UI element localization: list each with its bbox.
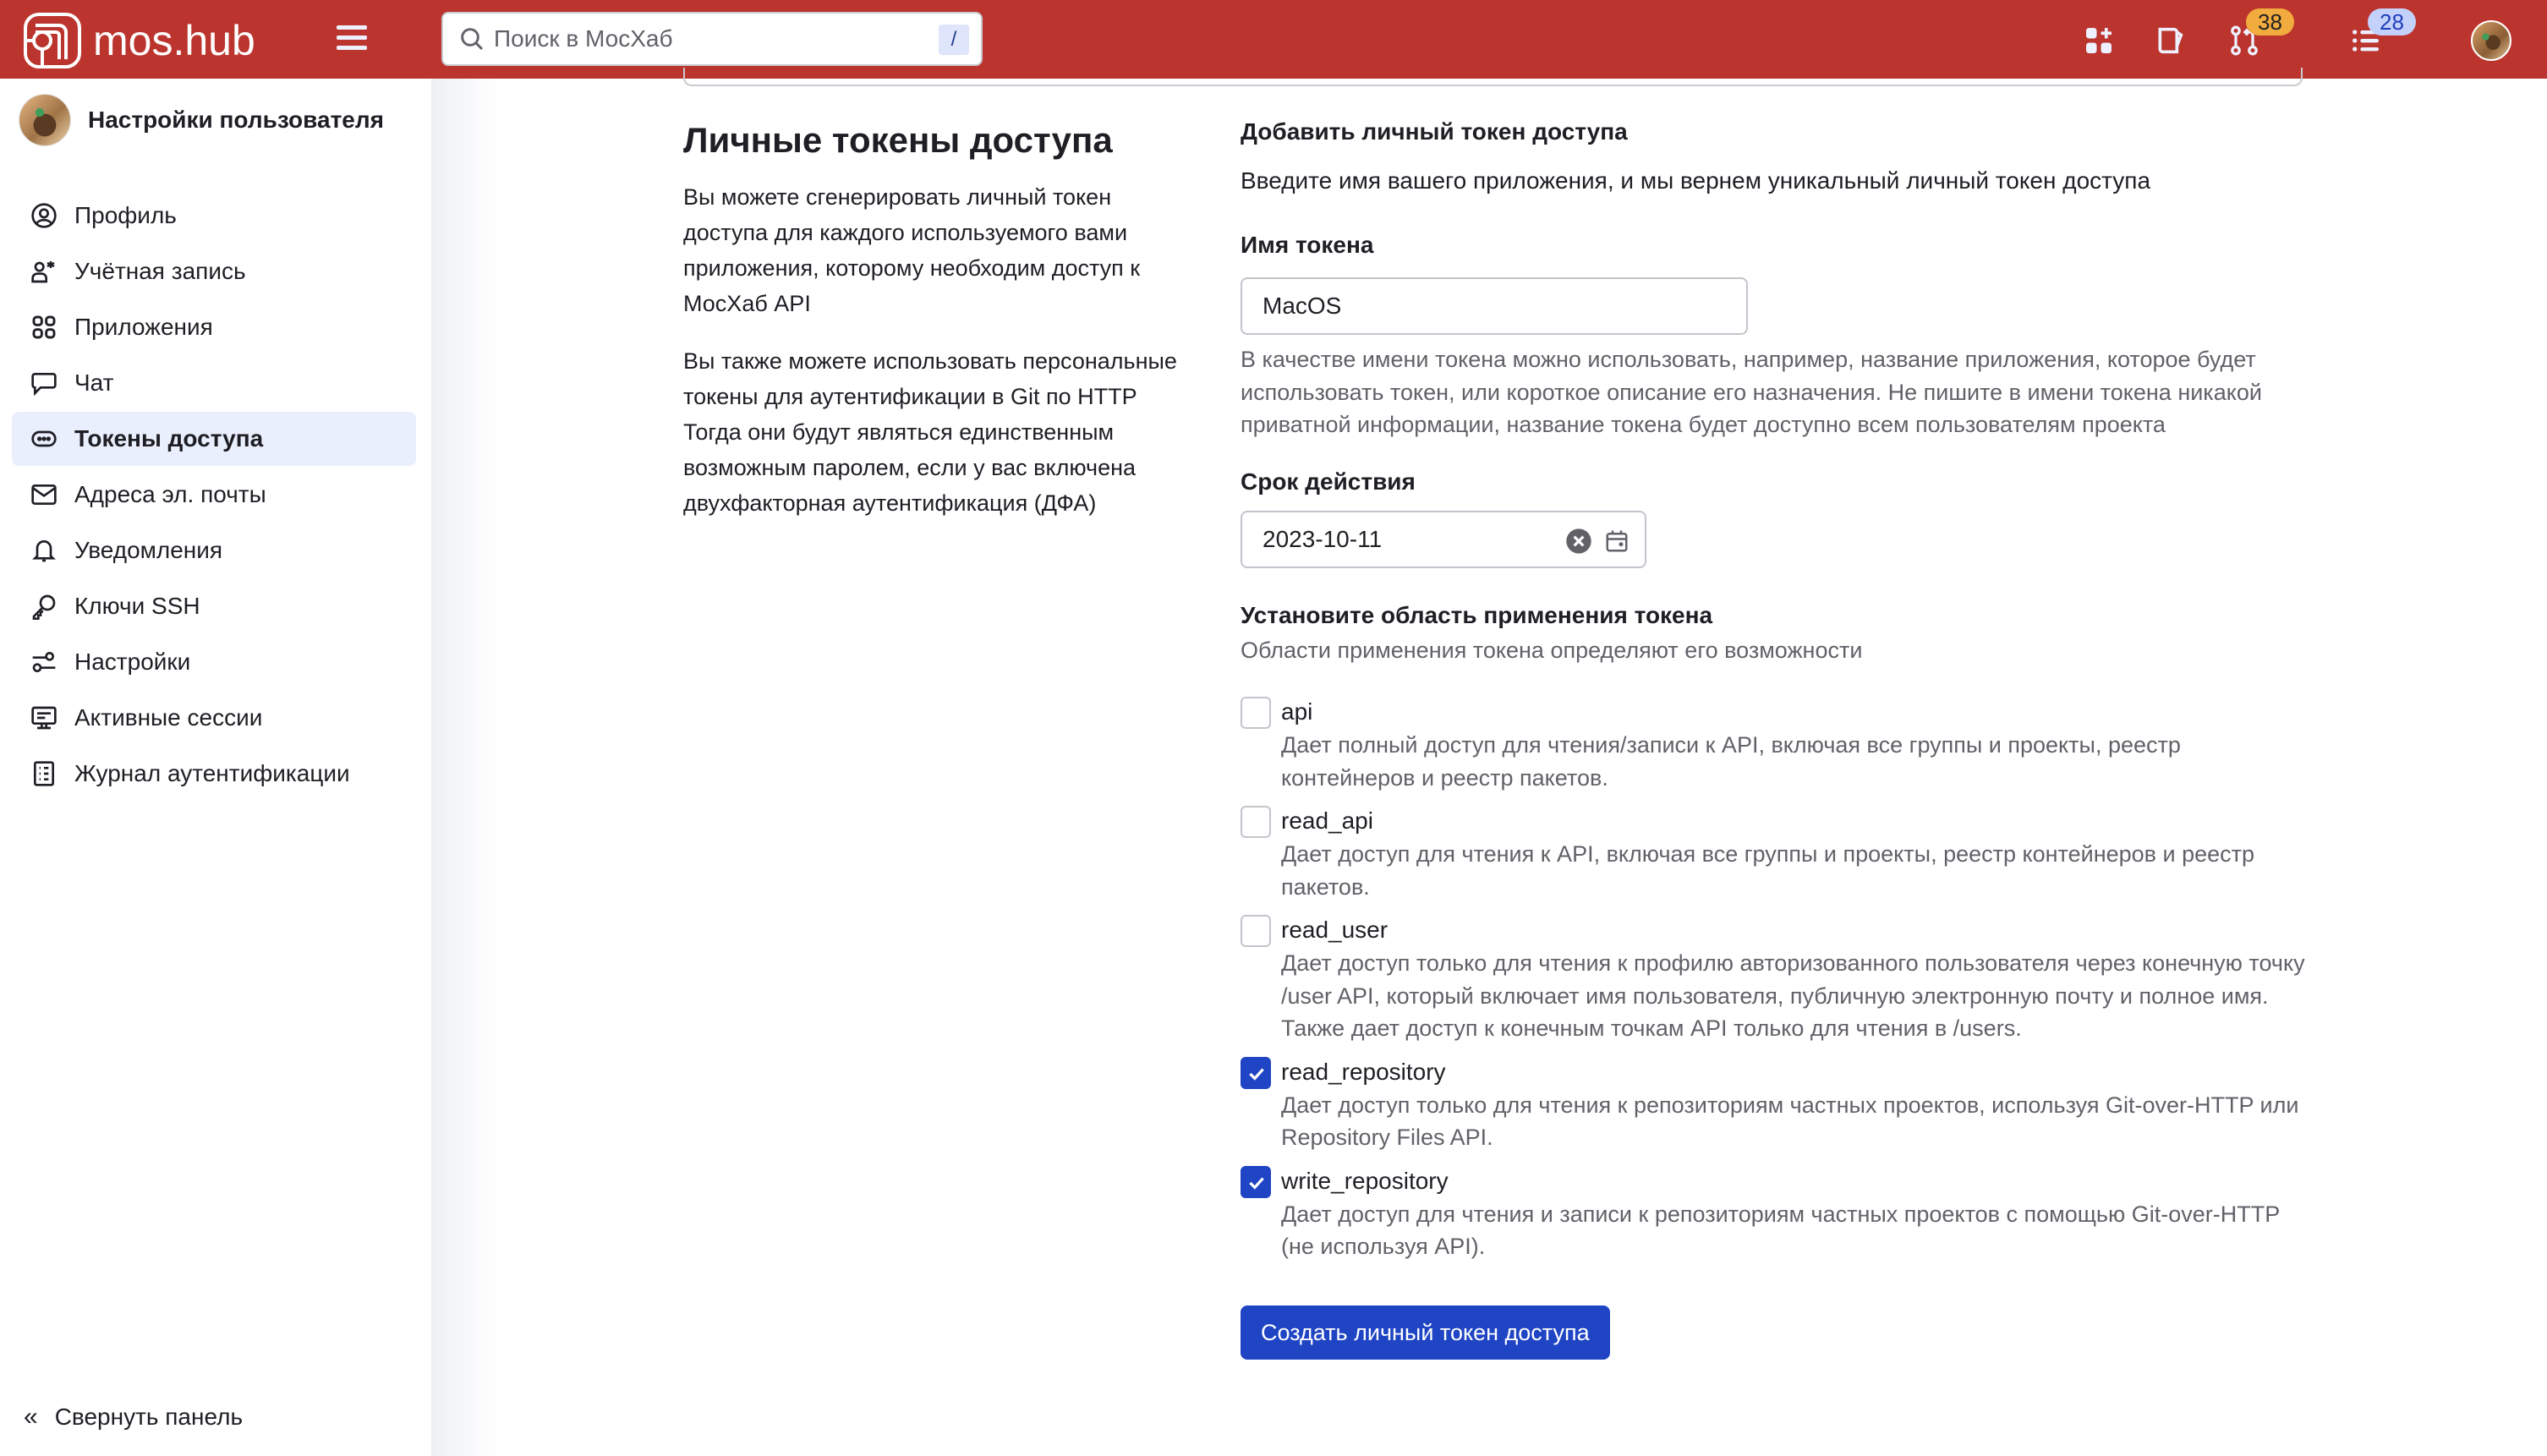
mail-icon	[30, 481, 58, 508]
sidebar-item-applications[interactable]: Приложения	[12, 300, 416, 354]
log-icon	[30, 760, 58, 787]
intro-paragraph-1: Вы можете сгенерировать личный токен доступа для каждого используемого вами приложения, которому необходим доступ к МосХаб API	[683, 184, 1141, 316]
scope-api	[1241, 695, 2306, 794]
token-name-input[interactable]	[1241, 277, 1748, 335]
scope-read-user	[1241, 913, 2306, 1045]
sidebar-item-preferences[interactable]: Настройки	[12, 635, 416, 689]
home-logo-link[interactable]	[22, 12, 255, 69]
search-icon	[458, 25, 485, 52]
sidebar-item-notifications[interactable]: Уведомления	[12, 523, 416, 577]
sidebar-title: Настройки пользователя	[88, 107, 384, 133]
clear-date-icon[interactable]	[1565, 528, 1592, 555]
checkmark-icon	[1246, 1063, 1268, 1085]
expiry-date-input[interactable]	[1241, 511, 1646, 568]
chat-icon	[30, 369, 58, 397]
monitor-icon	[30, 704, 58, 731]
checkmark-icon	[1246, 1172, 1268, 1194]
scope-read-repository	[1241, 1055, 2306, 1154]
create-new-icon[interactable]	[2082, 24, 2116, 57]
scope-name[interactable]: write_repository	[1281, 1167, 1449, 1194]
token-name-label: Имя токена	[1241, 232, 1374, 258]
merge-requests-count-badge: 38	[2246, 8, 2294, 36]
sidebar-header	[19, 94, 384, 146]
expiry-date-value: 2023-10-11	[1263, 525, 1383, 552]
token-name-value: MacOS	[1263, 293, 1342, 319]
account-icon	[30, 258, 58, 285]
search-placeholder: Поиск в МосХаб	[494, 25, 673, 52]
previous-section-card-edge	[683, 68, 2303, 86]
scope-read-repository-checkbox[interactable]	[1241, 1057, 1271, 1089]
applications-icon	[30, 314, 58, 341]
section-description	[683, 118, 1191, 521]
scope-api-checkbox[interactable]	[1241, 697, 1271, 729]
profile-icon	[30, 202, 58, 229]
preferences-icon	[30, 649, 58, 676]
sidebar-item-account[interactable]: Учётная запись	[12, 244, 416, 298]
sidebar-item-emails[interactable]: Адреса эл. почты	[12, 468, 416, 522]
bell-icon	[30, 537, 58, 564]
scopes-label: Установите область применения токена	[1241, 601, 1713, 628]
issues-icon[interactable]	[2153, 24, 2187, 57]
scope-write-repository	[1241, 1164, 2306, 1263]
scope-read-api-checkbox[interactable]	[1241, 806, 1271, 838]
sidebar-nav	[12, 189, 416, 802]
logo-text: mos.hub	[93, 17, 255, 64]
mos-hub-logo-icon	[22, 12, 83, 69]
scope-name[interactable]: read_repository	[1281, 1058, 1446, 1085]
collapse-sidebar-label: Свернуть панель	[54, 1404, 244, 1430]
user-avatar-menu[interactable]	[2471, 20, 2511, 61]
form-description: Введите имя вашего приложения, и мы вернем уникальный личный токен доступа	[1241, 167, 2151, 194]
settings-sidebar	[0, 79, 431, 1456]
search-input[interactable]	[441, 12, 983, 66]
scope-description: Дает доступ для чтения к API, включая все группы и проекты, реестр контейнеров и реестр пакетов.	[1281, 841, 2255, 900]
scope-description: Дает доступ для чтения и записи к репозиториям частных проектов с помощью Git-over-HTTP (не используя API).	[1281, 1201, 2280, 1259]
token-name-help: В качестве имени токена можно использовать, например, название приложения, которое будет использовать токен, или короткое описание его назначения. Не пишите в имени токена никакой приватной информации, название токена будет доступно всем пользователям проекта	[1241, 347, 2262, 437]
scope-description: Дает полный доступ для чтения/записи к API, включая все группы и проекты, реестр контейнеров и реестр пакетов.	[1281, 732, 2181, 791]
menu-toggle-button[interactable]	[337, 25, 367, 54]
scope-name[interactable]: read_user	[1281, 917, 1389, 943]
add-token-form	[1241, 115, 2306, 1360]
double-chevron-left-icon: «	[24, 1403, 38, 1431]
token-icon	[30, 425, 58, 452]
sidebar-item-chat[interactable]: Чат	[12, 356, 416, 410]
sidebar-item-auth-log[interactable]: Журнал аутентификации	[12, 747, 416, 801]
expiry-label: Срок действия	[1241, 468, 1416, 495]
scope-read-user-checkbox[interactable]	[1241, 915, 1271, 947]
page-title: Личные токены доступа	[683, 120, 1113, 160]
form-title: Добавить личный токен доступа	[1241, 118, 1628, 145]
hamburger-icon	[337, 25, 367, 30]
create-token-button[interactable]: Создать личный токен доступа	[1241, 1305, 1610, 1360]
calendar-icon[interactable]	[1604, 528, 1630, 555]
scope-name[interactable]: api	[1281, 698, 1313, 725]
scopes-help: Области применения токена определяют его возможности	[1241, 637, 1863, 663]
todos-count-badge: 28	[2368, 8, 2416, 36]
scope-read-api	[1241, 804, 2306, 903]
scopes-list	[1241, 695, 2306, 1263]
collapse-sidebar-button[interactable]	[24, 1403, 243, 1431]
scope-description: Дает доступ только для чтения к репозиториям частных проектов, используя Git-over-HTTP или Repository Files API.	[1281, 1092, 2299, 1150]
scope-name[interactable]: read_api	[1281, 807, 1373, 834]
sidebar-item-profile[interactable]: Профиль	[12, 189, 416, 243]
sidebar-item-access-tokens[interactable]: Токены доступа	[12, 412, 416, 466]
search-shortcut-hint: /	[939, 25, 969, 55]
scope-description: Дает доступ только для чтения к профилю авторизованного пользователя через конечную точку /user API, который включает имя пользователя, публичную электронную почту и полное имя. Также дает доступ к конечным точкам API только для чтения в /users.	[1281, 950, 2305, 1041]
sidebar-item-ssh-keys[interactable]: Ключи SSH	[12, 579, 416, 633]
sidebar-divider	[431, 79, 499, 1456]
key-icon	[30, 593, 58, 620]
intro-paragraph-2: Вы также можете использовать персональные токены для аутентификации в Git по HTTP Тогда они будут являться единственным возможным паролем, если у вас включена двухфакторная аутентификация (ДФА)	[683, 348, 1177, 516]
scope-write-repository-checkbox[interactable]	[1241, 1166, 1271, 1198]
sidebar-item-active-sessions[interactable]: Активные сессии	[12, 691, 416, 745]
user-avatar	[19, 94, 71, 146]
